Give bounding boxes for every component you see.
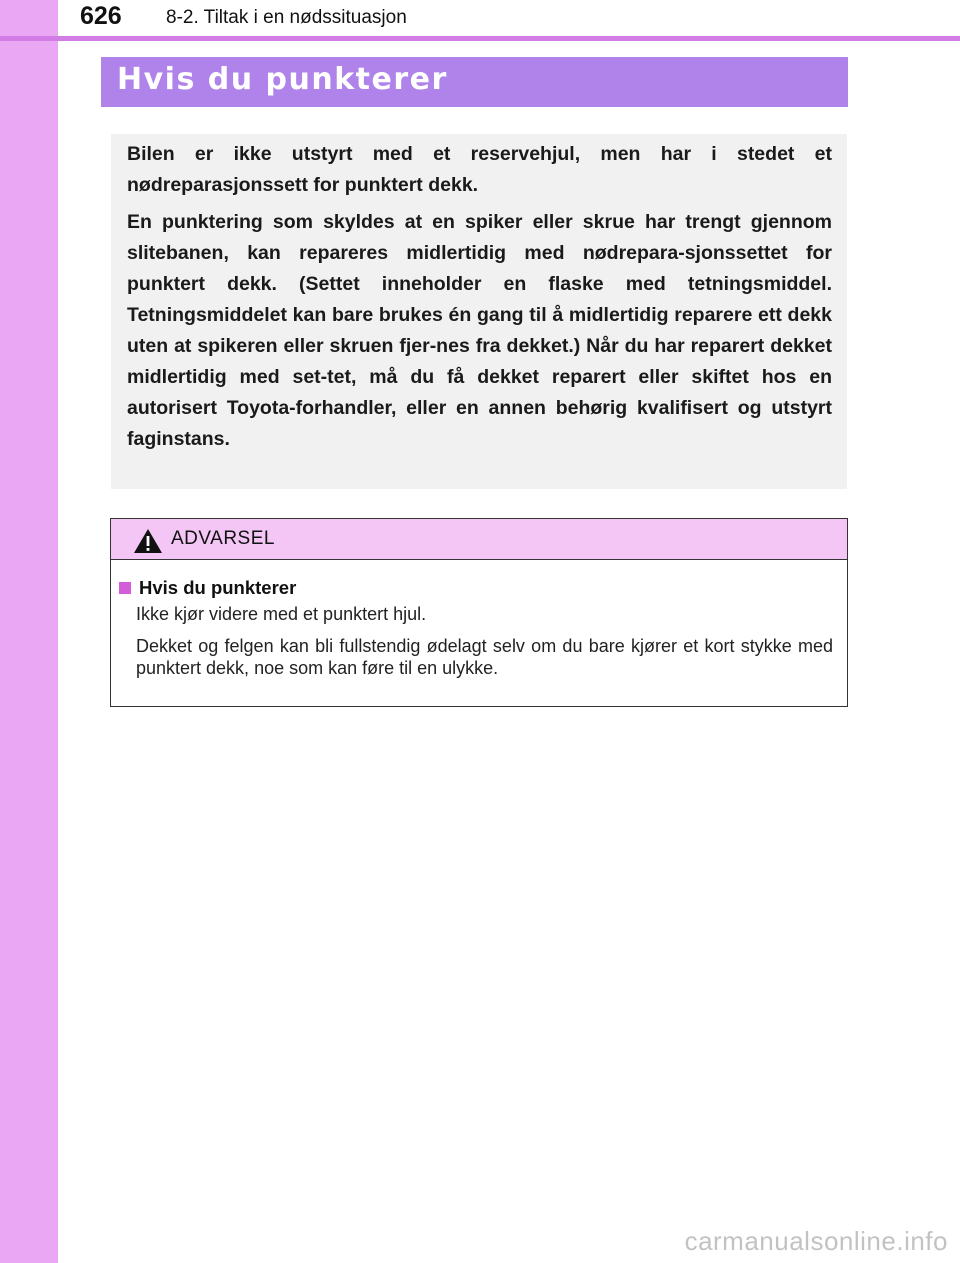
warning-box (110, 518, 848, 707)
warning-subheading (117, 577, 833, 599)
title-bar (101, 57, 848, 107)
warning-triangle-icon (133, 528, 163, 554)
side-color-strip (0, 0, 58, 1263)
warning-text-1: Ikke kjør videre med et punktert hjul. (136, 604, 427, 624)
square-bullet-icon (119, 582, 131, 594)
warning-header (111, 519, 847, 560)
info-box (111, 134, 847, 489)
header-rule (0, 36, 960, 41)
info-paragraph-1: Bilen er ikke utstyrt med et reservehjul, men har i stedet et nødreparasjonssett for punktert dekk. (127, 143, 832, 196)
warning-heading-text: Hvis du punkterer (139, 577, 297, 598)
page-title: Hvis du punkterer (117, 62, 448, 97)
page-number: 626 (80, 2, 122, 30)
warning-label: ADVARSEL (171, 528, 275, 549)
section-title: 8-2. Tiltak i en nødssituasjon (166, 7, 407, 28)
watermark: carmanualsonline.info (684, 1226, 948, 1256)
info-paragraph-2: En punktering som skyldes at en spiker eller skrue har trengt gjennom slitebanen, kan repareres midlertidig med nødrepara-sjonssettet for punktert dekk. (Settet inneholder en flaske med tetningsmiddel. Tetningsmiddelet kan bare brukes én gang til å midlertidig reparere ett dekk uten at spikeren eller skruen fjer-nes fra dekket.) Når du har reparert dekket midlertidig med set-tet, må du få dekket reparert eller skiftet hos en autorisert Toyota-forhandler, eller en annen behørig kvalifisert og utstyrt faginstans. (127, 211, 832, 450)
warning-text-2: Dekket og felgen kan bli fullstendig ødelagt selv om du bare kjører et kort stykke med punktert dekk, noe som kan føre til en ulykke. (136, 636, 833, 678)
warning-body (111, 560, 847, 679)
